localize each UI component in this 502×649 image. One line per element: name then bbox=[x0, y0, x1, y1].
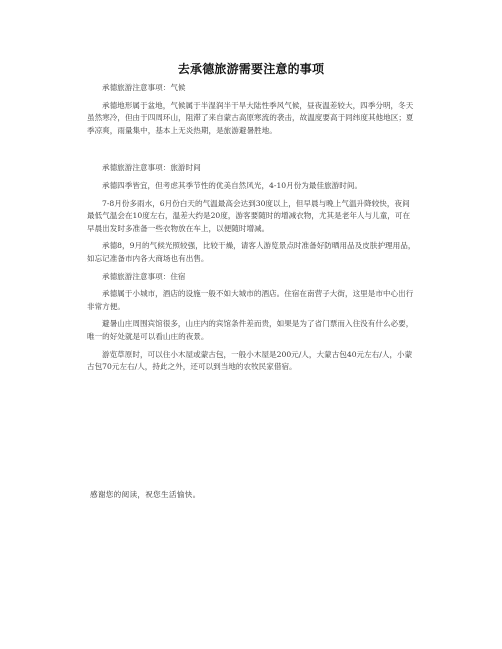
paragraph-lodging-3: 游览草原时，可以住小木屋或蒙古包，一般小木屋是200元/人，大蒙古包40元左右/人，小蒙古包70元左右/人，持此之外，还可以到当地的农牧民家借宿。 bbox=[87, 349, 413, 372]
section-heading-climate: 承德旅游注意事项：气候 bbox=[102, 83, 186, 92]
document-title: 去承德旅游需要注意的事项 bbox=[177, 62, 325, 76]
closing-note: 感谢您的阅读，祝您生活愉快。 bbox=[90, 490, 201, 499]
paragraph-lodging-1: 承德属于小城市，酒店的设施一般不如大城市的酒店。住宿在南营子大街，这里是市中心出行非常方便。 bbox=[87, 289, 414, 311]
paragraph-travel-time-3: 承德8，9月的气候光照较强，比较干燥，请客人游览景点时准备好防晒用品及皮肤护理用品，如忘记准备市内各大商场也有出售。 bbox=[87, 241, 416, 263]
section-heading-travel-time: 承德旅游注意事项：旅游时间 bbox=[102, 163, 201, 173]
paragraph-travel-time-1: 承德四季皆宜，但考虑其季节性的优美自然风光，4-10月份为最佳旅游时间。 bbox=[102, 180, 363, 190]
paragraph-climate: 承德地形属于盆地，气候属于半湿润半干旱大陆性季风气候，昼夜温差较大，四季分明，冬天虽然寒冷，但由于四周环山，阻滞了来自蒙古高原寒流的袭击，故温度要高于同纬度其他地区；夏季凉爽，雨量集中，基本上无炎热期，是旅游避暑胜地。 bbox=[87, 100, 414, 135]
section-gap bbox=[87, 142, 417, 162]
paragraph-lodging-2: 避暑山庄周围宾馆很多，山庄内的宾馆条件差而贵，如果是为了省门票而入住没有什么必要，唯一的好处就是可以看山庄的夜景。 bbox=[87, 319, 414, 341]
document-body bbox=[87, 82, 417, 379]
paragraph-travel-time-2: 7-8月份多雨水，6月份白天的气温最高会达到30度以上，但早晨与晚上气温升降较快，夜间最低气温会在10度左右，温差大约是20度，游客要随时的增减衣物，尤其是老年人与儿童，可在早晨出发时多准备一些衣物放在车上，以便随时增减。 bbox=[87, 198, 411, 233]
section-heading-lodging: 承德旅游注意事项：住宿 bbox=[102, 271, 186, 281]
